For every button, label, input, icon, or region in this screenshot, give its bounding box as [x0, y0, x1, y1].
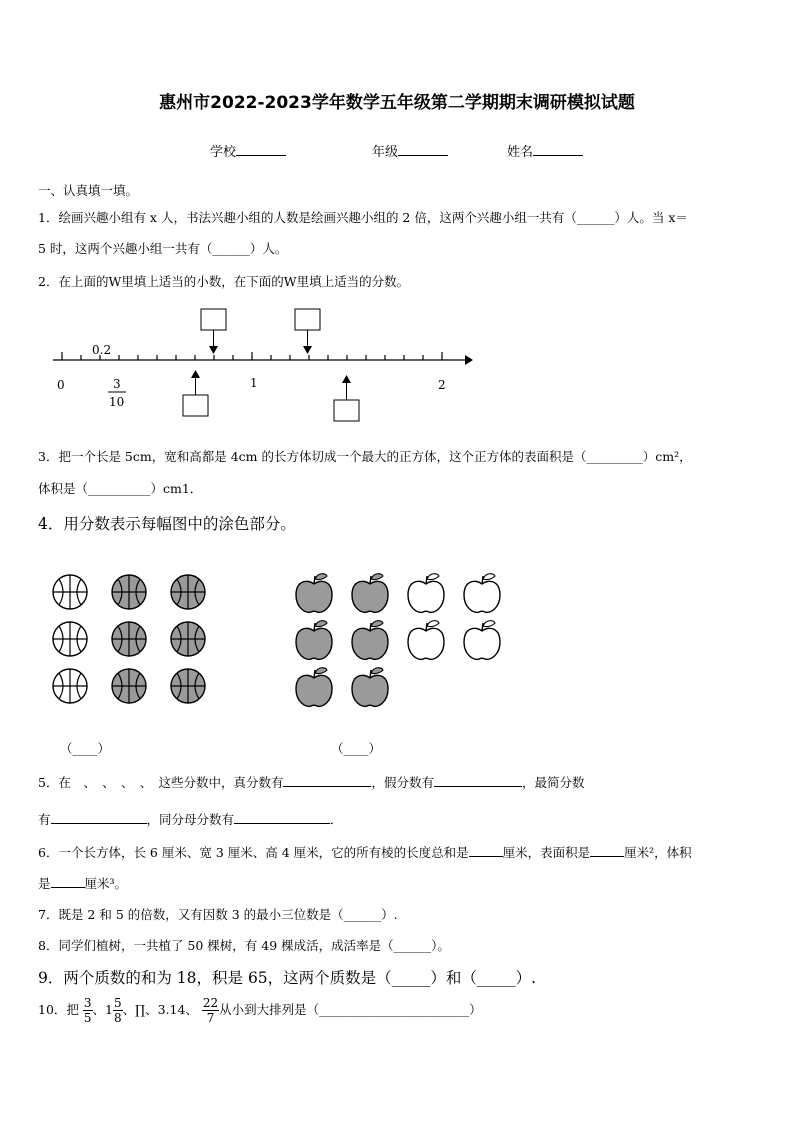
basketball: [53, 622, 87, 656]
shaded-basketball: [112, 669, 146, 703]
question-4-answer-2[interactable]: （____）: [331, 741, 382, 756]
basketball-grid: [53, 575, 205, 703]
question-10-sep: 、1: [92, 1002, 113, 1017]
simplest-fractions-blank[interactable]: [51, 811, 147, 824]
question-5-line-2: [38, 810, 343, 828]
question-10-prefix: 10．把: [38, 1002, 79, 1017]
school-field[interactable]: [210, 141, 286, 160]
lower-arrowhead-1: [191, 370, 200, 378]
question-10-middle: 、∏、3.14、: [122, 1002, 198, 1017]
question-5-line-1: [38, 773, 585, 791]
basketball: [53, 575, 87, 609]
lower-answer-box-1: [183, 395, 208, 416]
upper-arrowhead-2: [303, 346, 312, 354]
question-6-line-2: [38, 874, 127, 892]
question-5-text-e: ，同分母分数有: [146, 812, 235, 827]
question-5-text-f: ．: [330, 812, 343, 827]
shaded-apple: [296, 668, 332, 707]
question-6-text-b: 厘米，表面积是: [502, 845, 591, 860]
shaded-basketball: [171, 622, 205, 656]
question-6-text-d: 是: [38, 876, 51, 891]
shaded-basketball: [171, 575, 205, 609]
question-6-text-c: 厘米²，体积: [624, 845, 692, 860]
apple: [408, 621, 444, 660]
improper-fractions-blank[interactable]: [434, 774, 522, 787]
question-8: 8．同学们植树，一共植了 50 棵树，有 49 棵成活，成活率是（______）。: [38, 938, 450, 953]
school-label: 学校: [210, 145, 237, 160]
surface-area-blank[interactable]: [590, 844, 624, 857]
upper-answer-box-2: [295, 309, 320, 330]
grade-label: 年级: [372, 145, 399, 160]
question-1-line-1: 1．绘画兴趣小组有 x 人，书法兴趣小组的人数是绘画兴趣小组的 2 倍，这两个兴趣小组一共有（______）人。当 x＝: [38, 210, 688, 225]
question-5-text-c: ，最简分数: [521, 775, 585, 790]
same-denominator-blank[interactable]: [234, 811, 330, 824]
question-10-suffix: 从小到大排列是（________________________）: [219, 1002, 482, 1017]
question-6-text-a: 6．一个长方体，长 6 厘米、宽 3 厘米、高 4 厘米，它的所有棱的长度总和是: [38, 845, 469, 860]
fraction-numerator: 3: [113, 377, 121, 391]
apple: [464, 621, 500, 660]
basketball-figure: [45, 568, 220, 713]
name-label: 姓名: [507, 145, 534, 160]
question-7: 7．既是 2 和 5 的倍数，又有因数 3 的最小三位数是（______）.: [38, 907, 398, 922]
number-line-figure: [40, 300, 480, 425]
fraction-5-8: $\frac{5}{8}$: [113, 996, 122, 1025]
question-5-text-a: 5．在 、 、 、 、 这些分数中，真分数有: [38, 775, 284, 790]
grade-field[interactable]: [372, 141, 448, 160]
question-4-answer-1[interactable]: （____）: [60, 741, 111, 756]
shaded-apple: [352, 668, 388, 707]
question-6-line-1: [38, 843, 692, 861]
shaded-apple: [352, 621, 388, 660]
shaded-apple: [296, 621, 332, 660]
question-4: 4．用分数表示每幅图中的涂色部分。: [38, 515, 296, 533]
shaded-basketball: [171, 669, 205, 703]
volume-blank[interactable]: [51, 875, 85, 888]
edge-total-blank[interactable]: [469, 844, 503, 857]
label-2: 2: [438, 378, 446, 392]
label-0-2: 0.2: [92, 343, 112, 357]
question-2: 2．在上面的W里填上适当的小数，在下面的W里填上适当的分数。: [38, 274, 410, 289]
label-0: 0: [57, 378, 65, 392]
label-1: 1: [250, 376, 258, 390]
shaded-basketball: [112, 622, 146, 656]
page-title: 惠州市2022-2023学年数学五年级第二学期期末调研模拟试题: [159, 93, 635, 113]
basketball: [53, 669, 87, 703]
question-10: [38, 996, 482, 1025]
upper-answer-box-1: [201, 309, 226, 330]
question-9: 9．两个质数的和为 18，积是 65，这两个质数是（_____）和（_____）.: [38, 969, 537, 987]
question-6-text-e: 厘米³。: [84, 876, 128, 891]
question-5-text-d: 有: [38, 812, 51, 827]
fraction-denominator: 10: [109, 395, 125, 409]
apple-figure: [288, 566, 513, 714]
question-3-line-2: 体积是（__________）cm1．: [38, 481, 203, 496]
name-field[interactable]: [507, 141, 583, 160]
shaded-apple: [352, 574, 388, 613]
number-line-arrowhead: [465, 355, 473, 365]
fraction-3-5: $\frac{3}{5}$: [83, 996, 92, 1025]
upper-arrowhead-1: [209, 346, 218, 354]
apple-grid: [296, 574, 500, 707]
proper-fractions-blank[interactable]: [283, 774, 371, 787]
section-heading: 一、认真填一填。: [38, 183, 139, 198]
apple: [408, 574, 444, 613]
shaded-basketball: [112, 575, 146, 609]
apple: [464, 574, 500, 613]
fraction-22-7: $\frac{22}{7}$: [202, 996, 219, 1025]
question-1-line-2: 5 时，这两个兴趣小组一共有（______）人。: [38, 241, 288, 256]
question-5-text-b: ，假分数有: [371, 775, 434, 790]
number-line-ticks: [62, 352, 442, 360]
shaded-apple: [296, 574, 332, 613]
question-3-line-1: 3．把一个长是 5cm，宽和高都是 4cm 的长方体切成一个最大的正方体，这个正方体的表面积是（_________）cm²，: [38, 449, 692, 464]
lower-arrowhead-2: [342, 375, 351, 383]
lower-answer-box-2: [334, 400, 359, 421]
